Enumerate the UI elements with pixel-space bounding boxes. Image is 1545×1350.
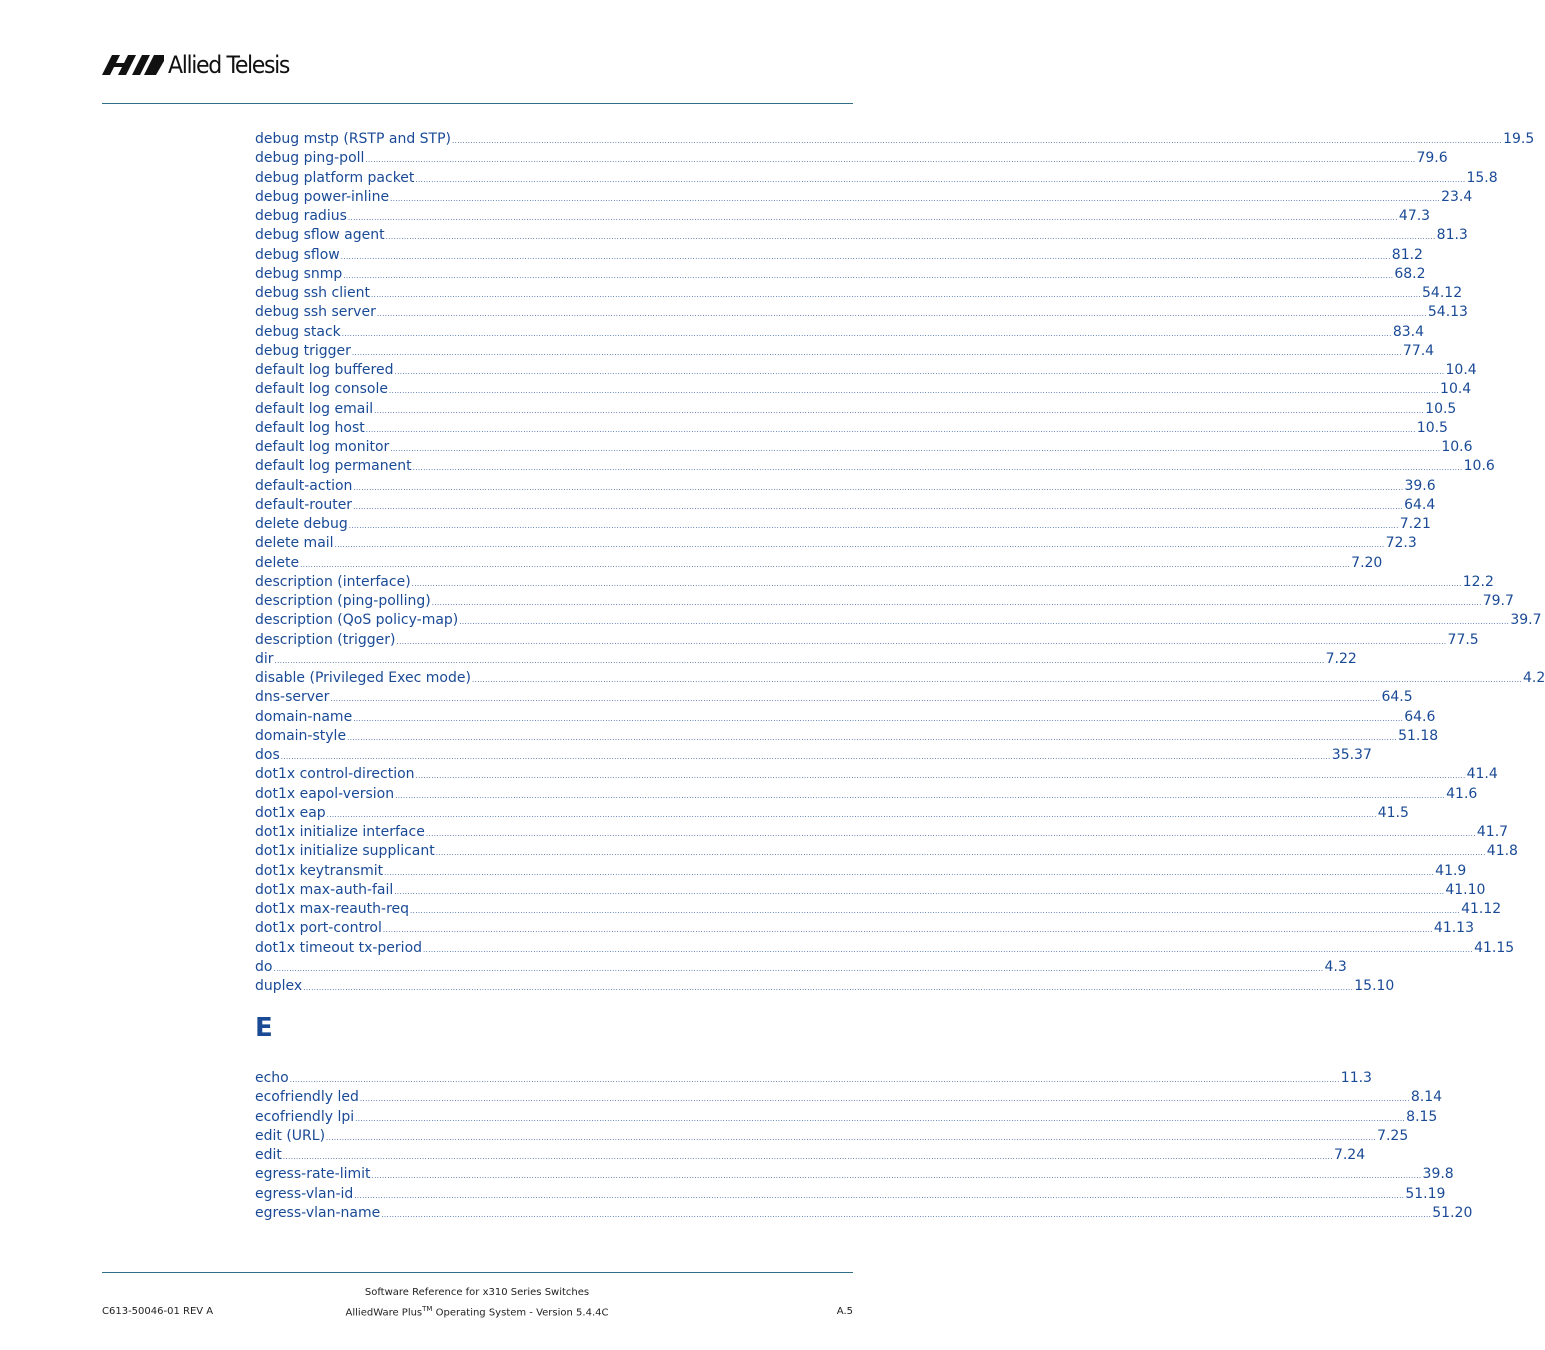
index-entry[interactable] — [255, 573, 1494, 592]
index-page-link[interactable]: 41.4 — [1466, 766, 1498, 783]
index-entry[interactable] — [255, 515, 1431, 534]
index-entry[interactable] — [255, 1204, 1473, 1223]
index-term-link[interactable]: default-router — [255, 496, 353, 513]
index-page-link[interactable]: 77.4 — [1402, 342, 1435, 359]
index-term-link[interactable]: debug ssh client — [255, 285, 370, 301]
index-page-link[interactable]: 47.3 — [1398, 208, 1431, 224]
index-page-link[interactable]: 11.3 — [1340, 1070, 1372, 1086]
index-page-link[interactable]: 83.4 — [1392, 323, 1424, 340]
dot-leader: ................................................................................................................................................................................................................................................................................................................................................................................................................ — [347, 214, 1398, 222]
index-page-link[interactable]: 39.6 — [1404, 477, 1436, 494]
dot-leader: ................................................................................................................................................................................................................................................................................................................................................................................................................ — [351, 348, 1402, 357]
index-term-link[interactable]: disable (Privileged Exec mode) — [255, 670, 471, 686]
index-page-link[interactable]: 23.4 — [1441, 188, 1473, 205]
footer-os-version: Operating System - Version 5.4.4C — [432, 1307, 609, 1319]
index-page-link[interactable]: 7.21 — [1399, 516, 1431, 532]
dot-leader: ................................................................................................................................................................................................................................................................................................................................................................................................................ — [359, 1095, 1410, 1104]
footer-rule — [102, 1272, 853, 1273]
index-page-link[interactable]: 51.20 — [1432, 1204, 1473, 1221]
dot-leader: ................................................................................................................................................................................................................................................................................................................................................................................................................ — [326, 810, 1377, 819]
index-page-link[interactable]: 41.6 — [1446, 785, 1478, 802]
index-term-link[interactable]: debug radius — [255, 208, 347, 224]
index-entry[interactable] — [255, 592, 1514, 611]
index-entry[interactable] — [255, 265, 1426, 284]
index-entry[interactable] — [255, 631, 1479, 650]
dot-leader: ................................................................................................................................................................................................................................................................................................................................................................................................................ — [343, 271, 1394, 280]
index-page-link[interactable]: 68.2 — [1394, 265, 1426, 282]
index-entry[interactable] — [255, 1069, 1372, 1088]
footer-trademark: TM — [422, 1305, 433, 1313]
dot-leader: ................................................................................................................................................................................................................................................................................................................................................................................................................ — [370, 291, 1422, 299]
index-term-link[interactable]: edit — [255, 1147, 282, 1163]
index-term-link[interactable]: default log host — [255, 419, 365, 436]
index-page-link[interactable]: 7.20 — [1351, 554, 1383, 571]
index-entry[interactable] — [255, 1088, 1443, 1107]
index-term-link[interactable]: delete — [255, 554, 300, 571]
index-term-link[interactable]: dot1x keytransmit — [255, 862, 384, 879]
index-page-link[interactable]: 8.14 — [1410, 1089, 1443, 1106]
index-term-link[interactable]: delete debug — [255, 516, 348, 532]
index-page-link[interactable]: 54.13 — [1427, 304, 1468, 321]
index-entry[interactable] — [255, 226, 1468, 245]
index-term-link[interactable]: debug mstp (RSTP and STP) — [255, 131, 452, 147]
index-entry[interactable] — [255, 246, 1423, 265]
index-page-link[interactable]: 10.5 — [1425, 400, 1457, 417]
index-entry[interactable] — [255, 1165, 1454, 1184]
index-entry[interactable] — [255, 284, 1463, 303]
index-entry[interactable] — [255, 323, 1424, 342]
index-term-link[interactable]: default log permanent — [255, 458, 412, 475]
index-term-link[interactable]: default log console — [255, 381, 388, 398]
index-term-link[interactable]: default log buffered — [255, 362, 394, 378]
dot-leader: ................................................................................................................................................................................................................................................................................................................................................................................................................ — [273, 964, 1324, 973]
index-entry[interactable] — [255, 1146, 1366, 1165]
index-term-link[interactable]: description (ping-polling) — [255, 593, 431, 609]
logo-wordmark: Allied Telesis — [168, 51, 289, 79]
index-term-link[interactable]: debug ssh server — [255, 304, 376, 321]
index-page-link[interactable]: 7.25 — [1377, 1127, 1409, 1144]
section-heading-e: E — [255, 1013, 273, 1043]
index-entry[interactable] — [255, 862, 1467, 881]
index-page-link[interactable]: 41.13 — [1433, 920, 1475, 937]
dot-leader: ................................................................................................................................................................................................................................................................................................................................................................................................................ — [371, 1172, 1422, 1181]
index-term-link[interactable]: dos — [255, 747, 280, 763]
dot-leader: ................................................................................................................................................................................................................................................................................................................................................................................................................ — [394, 368, 1445, 376]
index-term-link[interactable]: duplex — [255, 978, 303, 994]
dot-leader: ................................................................................................................................................................................................................................................................................................................................................................................................................ — [353, 483, 1404, 492]
dot-leader: ................................................................................................................................................................................................................................................................................................................................................................................................................ — [365, 425, 1416, 434]
index-term-link[interactable]: dot1x initialize interface — [255, 824, 425, 840]
index-entry[interactable] — [255, 650, 1357, 669]
index-page-link[interactable]: 41.8 — [1486, 843, 1518, 860]
index-term-link[interactable]: default log monitor — [255, 439, 390, 455]
index-term-link[interactable]: dot1x initialize supplicant — [255, 843, 435, 860]
index-page-link[interactable]: 51.19 — [1405, 1185, 1446, 1202]
index-entry[interactable] — [255, 130, 1535, 149]
index-page-link[interactable]: 7.22 — [1325, 650, 1357, 667]
index-term-link[interactable]: debug trigger — [255, 342, 351, 359]
index-term-link[interactable]: debug sflow — [255, 246, 340, 263]
index-entry[interactable] — [255, 400, 1457, 419]
index-page-link[interactable]: 19.5 — [1503, 131, 1535, 147]
index-page-link[interactable]: 12.2 — [1462, 573, 1494, 590]
dot-leader: ................................................................................................................................................................................................................................................................................................................................................................................................................ — [471, 676, 1522, 684]
index-term-link[interactable]: dot1x timeout tx-period — [255, 939, 423, 956]
index-page-link[interactable]: 51.18 — [1398, 727, 1439, 744]
index-page-link[interactable]: 39.8 — [1422, 1166, 1454, 1183]
index-entry[interactable] — [255, 149, 1448, 168]
index-term-link[interactable]: description (QoS policy-map) — [255, 612, 459, 629]
dot-leader: ................................................................................................................................................................................................................................................................................................................................................................................................................ — [376, 310, 1427, 319]
index-page-link[interactable]: 81.2 — [1391, 246, 1423, 263]
index-page-link[interactable]: 54.12 — [1422, 285, 1463, 301]
footer-doc-title: Software Reference for x310 Series Switches — [364, 1287, 590, 1298]
dot-leader: ................................................................................................................................................................................................................................................................................................................................................................................................................ — [274, 656, 1325, 665]
index-term-link[interactable]: ecofriendly lpi — [255, 1108, 355, 1125]
index-term-link[interactable]: default log email — [255, 400, 374, 417]
index-entry[interactable] — [255, 900, 1502, 919]
index-entry[interactable] — [255, 188, 1473, 207]
index-term-link[interactable]: dot1x eapol-version — [255, 785, 395, 802]
index-entry[interactable] — [255, 207, 1431, 226]
index-term-link[interactable]: ecofriendly led — [255, 1089, 359, 1106]
dot-leader: ................................................................................................................................................................................................................................................................................................................................................................................................................ — [353, 714, 1404, 723]
dot-leader: ................................................................................................................................................................................................................................................................................................................................................................................................................ — [435, 849, 1486, 858]
index-term-link[interactable]: debug ping-poll — [255, 150, 365, 167]
dot-leader: ................................................................................................................................................................................................................................................................................................................................................................................................................ — [280, 753, 1331, 761]
index-page-link[interactable]: 79.6 — [1416, 150, 1448, 167]
index-entry[interactable] — [255, 496, 1436, 515]
index-entry[interactable] — [255, 1185, 1446, 1204]
dot-leader: ................................................................................................................................................................................................................................................................................................................................................................................................................ — [347, 733, 1398, 742]
dot-leader: ................................................................................................................................................................................................................................................................................................................................................................................................................ — [348, 522, 1399, 530]
index-page-link[interactable]: 39.7 — [1510, 612, 1542, 629]
index-page-link[interactable]: 64.6 — [1404, 708, 1436, 725]
index-page-link[interactable]: 4.3 — [1324, 958, 1347, 975]
index-page-link[interactable]: 15.8 — [1466, 169, 1498, 186]
index-page-link[interactable]: 7.24 — [1333, 1147, 1366, 1163]
dot-leader: ................................................................................................................................................................................................................................................................................................................................................................................................................ — [396, 637, 1447, 646]
index-entry[interactable] — [255, 361, 1477, 380]
index-term-link[interactable]: debug snmp — [255, 265, 343, 282]
footer-doc-number: C613-50046-01 REV A — [102, 1306, 214, 1317]
index-term-link[interactable]: debug platform packet — [255, 169, 415, 186]
index-page-link[interactable]: 41.15 — [1474, 939, 1515, 956]
index-page-link[interactable]: 4.2 — [1522, 670, 1545, 686]
index-term-link[interactable]: debug power-inline — [255, 188, 390, 205]
index-term-link[interactable]: echo — [255, 1070, 289, 1086]
index-entry[interactable] — [255, 534, 1417, 553]
index-term-link[interactable]: debug sflow agent — [255, 227, 385, 244]
dot-leader: ................................................................................................................................................................................................................................................................................................................................................................................................................ — [395, 791, 1446, 800]
index-term-link[interactable]: do — [255, 958, 273, 975]
index-list-d — [255, 130, 1545, 996]
index-term-link[interactable]: dot1x max-auth-fail — [255, 881, 394, 898]
index-page-link[interactable]: 64.5 — [1381, 689, 1413, 706]
index-term-link[interactable]: dir — [255, 650, 274, 667]
index-list-e — [255, 1069, 1473, 1223]
index-entry[interactable] — [255, 419, 1448, 438]
allied-telesis-logo-icon — [102, 55, 164, 75]
index-page-link[interactable]: 77.5 — [1447, 631, 1479, 648]
index-entry[interactable] — [255, 958, 1347, 977]
dot-leader: ................................................................................................................................................................................................................................................................................................................................................................................................................ — [415, 772, 1466, 781]
index-entry[interactable] — [255, 881, 1486, 900]
dot-leader: ................................................................................................................................................................................................................................................................................................................................................................................................................ — [389, 387, 1440, 396]
company-logo — [102, 50, 300, 80]
index-term-link[interactable]: description (trigger) — [255, 631, 396, 648]
index-term-link[interactable]: debug stack — [255, 323, 341, 340]
dot-leader: ................................................................................................................................................................................................................................................................................................................................................................................................................ — [411, 579, 1462, 588]
index-page-link[interactable]: 41.10 — [1445, 881, 1486, 898]
dot-leader: ................................................................................................................................................................................................................................................................................................................................................................................................................ — [365, 156, 1416, 165]
index-term-link[interactable]: egress-vlan-name — [255, 1204, 381, 1221]
index-entry[interactable] — [255, 919, 1475, 938]
dot-leader: ................................................................................................................................................................................................................................................................................................................................................................................................................ — [330, 695, 1381, 704]
dot-leader: ................................................................................................................................................................................................................................................................................................................................................................................................................ — [374, 406, 1425, 415]
index-entry[interactable] — [255, 303, 1468, 322]
dot-leader: ................................................................................................................................................................................................................................................................................................................................................................................................................ — [382, 926, 1433, 935]
index-page-link[interactable]: 35.37 — [1331, 747, 1372, 763]
dot-leader: ................................................................................................................................................................................................................................................................................................................................................................................................................ — [381, 1210, 1432, 1219]
dot-leader: ................................................................................................................................................................................................................................................................................................................................................................................................................ — [354, 1191, 1405, 1200]
dot-leader: ................................................................................................................................................................................................................................................................................................................................................................................................................ — [431, 599, 1482, 607]
index-entry[interactable] — [255, 746, 1372, 765]
index-entry[interactable] — [255, 823, 1509, 842]
index-page-link[interactable]: 72.3 — [1385, 535, 1417, 552]
index-entry[interactable] — [255, 611, 1542, 630]
dot-leader: ................................................................................................................................................................................................................................................................................................................................................................................................................ — [390, 445, 1441, 453]
dot-leader: ................................................................................................................................................................................................................................................................................................................................................................................................................ — [355, 1114, 1406, 1123]
index-entry[interactable] — [255, 380, 1472, 399]
dot-leader: ................................................................................................................................................................................................................................................................................................................................................................................................................ — [340, 252, 1391, 261]
dot-leader: ................................................................................................................................................................................................................................................................................................................................................................................................................ — [412, 464, 1463, 473]
index-term-link[interactable]: domain-style — [255, 727, 347, 744]
index-page-link[interactable]: 8.15 — [1406, 1108, 1438, 1125]
index-page-link[interactable]: 10.4 — [1440, 381, 1472, 398]
index-entry[interactable] — [255, 708, 1436, 727]
dot-leader: ................................................................................................................................................................................................................................................................................................................................................................................................................ — [385, 233, 1436, 242]
index-page-link[interactable]: 41.9 — [1435, 862, 1467, 879]
dot-leader: ................................................................................................................................................................................................................................................................................................................................................................................................................ — [459, 618, 1510, 627]
dot-leader: ................................................................................................................................................................................................................................................................................................................................................................................................................ — [390, 194, 1441, 203]
header-rule — [102, 103, 853, 104]
dot-leader: ................................................................................................................................................................................................................................................................................................................................................................................................................ — [334, 541, 1385, 550]
footer-os-name: AlliedWare Plus — [345, 1307, 423, 1319]
index-term-link[interactable]: dns-server — [255, 689, 330, 706]
index-entry[interactable] — [255, 977, 1395, 996]
dot-leader: ................................................................................................................................................................................................................................................................................................................................................................................................................ — [353, 502, 1404, 511]
index-entry[interactable] — [255, 669, 1545, 688]
index-term-link[interactable]: domain-name — [255, 708, 353, 725]
dot-leader: ................................................................................................................................................................................................................................................................................................................................................................................................................ — [326, 1133, 1377, 1142]
index-page-link[interactable]: 15.10 — [1354, 978, 1395, 994]
index-entry[interactable] — [255, 727, 1439, 746]
index-page-link[interactable]: 10.6 — [1441, 439, 1473, 455]
index-entry[interactable] — [255, 342, 1435, 361]
index-entry[interactable] — [255, 804, 1409, 823]
index-term-link[interactable]: edit (URL) — [255, 1127, 326, 1144]
index-term-link[interactable]: default-action — [255, 477, 353, 494]
index-entry[interactable] — [255, 457, 1495, 476]
dot-leader: ................................................................................................................................................................................................................................................................................................................................................................................................................ — [300, 560, 1351, 569]
index-entry[interactable] — [255, 785, 1478, 804]
index-term-link[interactable]: egress-rate-limit — [255, 1166, 371, 1183]
dot-leader: ................................................................................................................................................................................................................................................................................................................................................................................................................ — [423, 945, 1474, 954]
index-entry[interactable] — [255, 765, 1498, 784]
dot-leader: ................................................................................................................................................................................................................................................................................................................................................................................................................ — [282, 1153, 1333, 1161]
index-entry[interactable] — [255, 842, 1518, 861]
dot-leader: ................................................................................................................................................................................................................................................................................................................................................................................................................ — [303, 984, 1354, 992]
index-term-link[interactable]: dot1x port-control — [255, 920, 382, 937]
index-page-link[interactable]: 79.7 — [1482, 593, 1514, 609]
index-term-link[interactable]: dot1x max-reauth-req — [255, 901, 410, 917]
dot-leader: ................................................................................................................................................................................................................................................................................................................................................................................................................ — [410, 907, 1461, 915]
index-term-link[interactable]: description (interface) — [255, 573, 411, 590]
index-term-link[interactable]: delete mail — [255, 535, 334, 552]
index-entry[interactable] — [255, 169, 1498, 188]
index-page-link[interactable]: 64.4 — [1404, 496, 1436, 513]
index-entry[interactable] — [255, 1108, 1438, 1127]
index-page-link[interactable]: 41.12 — [1461, 901, 1502, 917]
dot-leader: ................................................................................................................................................................................................................................................................................................................................................................................................................ — [394, 887, 1445, 896]
index-page-link[interactable]: 10.5 — [1416, 419, 1448, 436]
dot-leader: ................................................................................................................................................................................................................................................................................................................................................................................................................ — [341, 329, 1392, 338]
index-entry[interactable] — [255, 477, 1436, 496]
index-entry[interactable] — [255, 1127, 1409, 1146]
index-page-link[interactable]: 81.3 — [1436, 227, 1468, 244]
index-page-link[interactable]: 41.5 — [1377, 804, 1409, 821]
index-page-link[interactable]: 10.6 — [1463, 458, 1495, 475]
dot-leader: ................................................................................................................................................................................................................................................................................................................................................................................................................ — [384, 868, 1435, 877]
dot-leader: ................................................................................................................................................................................................................................................................................................................................................................................................................ — [289, 1076, 1340, 1084]
dot-leader: ................................................................................................................................................................................................................................................................................................................................................................................................................ — [415, 175, 1466, 184]
index-page-link[interactable]: 41.7 — [1476, 824, 1509, 840]
index-entry[interactable] — [255, 554, 1383, 573]
index-entry[interactable] — [255, 688, 1413, 707]
footer-page-number: A.5 — [836, 1306, 853, 1317]
dot-leader: ................................................................................................................................................................................................................................................................................................................................................................................................................ — [452, 137, 1503, 145]
dot-leader: ................................................................................................................................................................................................................................................................................................................................................................................................................ — [425, 830, 1476, 838]
index-entry[interactable] — [255, 438, 1473, 457]
index-term-link[interactable]: dot1x control-direction — [255, 766, 415, 783]
index-term-link[interactable]: dot1x eap — [255, 804, 326, 821]
index-page-link[interactable]: 10.4 — [1445, 362, 1477, 378]
index-entry[interactable] — [255, 939, 1515, 958]
index-term-link[interactable]: egress-vlan-id — [255, 1185, 354, 1202]
